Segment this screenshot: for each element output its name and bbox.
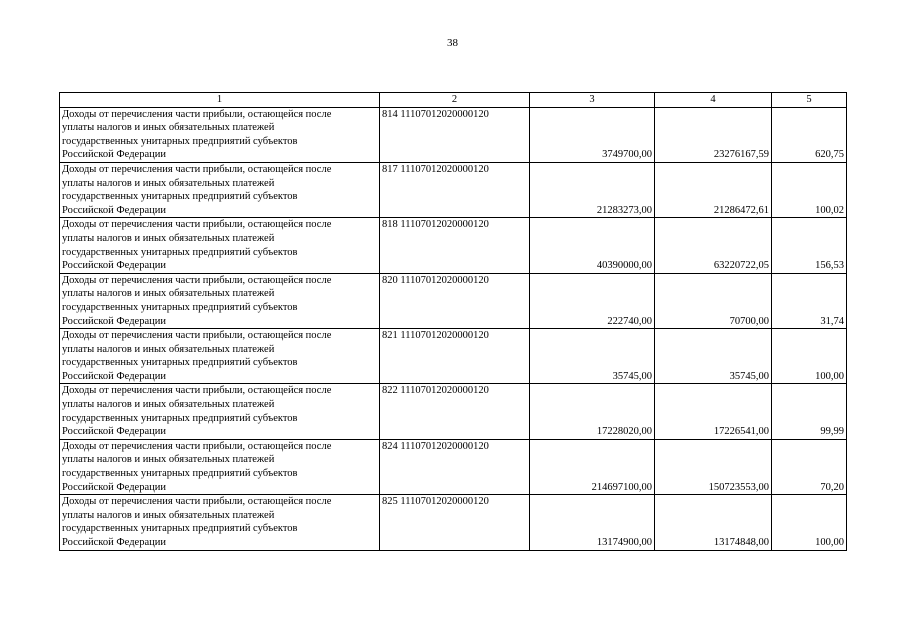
row-name-cell	[60, 218, 380, 273]
row-value-col5: 100,02	[772, 162, 847, 217]
row-name-line: государственных унитарных предприятий субъектов	[62, 246, 298, 258]
row-value-col5: 99,99	[772, 384, 847, 439]
row-name-line: уплаты налогов и иных обязательных платежей	[62, 288, 275, 300]
row-value-col5: 31,74	[772, 273, 847, 328]
row-value-col4: 35745,00	[655, 329, 772, 384]
row-value-col3: 17228020,00	[530, 384, 655, 439]
row-value-col4: 63220722,05	[655, 218, 772, 273]
row-name-cell	[60, 439, 380, 494]
table-row	[60, 107, 847, 162]
row-code-cell: 822 11107012020000120	[380, 384, 530, 439]
column-header-5: 5	[772, 93, 847, 108]
row-code-cell: 820 11107012020000120	[380, 273, 530, 328]
row-name-cell	[60, 329, 380, 384]
table-row	[60, 273, 847, 328]
row-name-cell	[60, 162, 380, 217]
row-name-line: Российской Федерации	[62, 315, 166, 327]
row-name-line: Доходы от перечисления части прибыли, остающейся после	[62, 440, 332, 452]
column-header-2: 2	[380, 93, 530, 108]
row-name-line: Российской Федерации	[62, 426, 166, 438]
row-name-line: государственных унитарных предприятий субъектов	[62, 191, 298, 203]
column-header-1: 1	[60, 93, 380, 108]
row-name-line: государственных унитарных предприятий субъектов	[62, 301, 298, 313]
row-value-col3: 222740,00	[530, 273, 655, 328]
row-value-col3: 35745,00	[530, 329, 655, 384]
row-value-col4: 13174848,00	[655, 495, 772, 550]
row-name-cell	[60, 495, 380, 550]
row-name-line: уплаты налогов и иных обязательных платежей	[62, 122, 275, 134]
row-code-cell: 814 11107012020000120	[380, 107, 530, 162]
row-name-line: Доходы от перечисления части прибыли, остающейся после	[62, 496, 332, 508]
revenue-table	[59, 92, 847, 551]
row-name-line: Доходы от перечисления части прибыли, остающейся после	[62, 330, 332, 342]
column-header-4: 4	[655, 93, 772, 108]
table-row	[60, 162, 847, 217]
row-value-col5: 620,75	[772, 107, 847, 162]
row-name-cell	[60, 107, 380, 162]
table-row	[60, 384, 847, 439]
row-value-col3: 40390000,00	[530, 218, 655, 273]
row-name-line: уплаты налогов и иных обязательных платежей	[62, 343, 275, 355]
row-value-col4: 21286472,61	[655, 162, 772, 217]
row-name-line: Доходы от перечисления части прибыли, остающейся после	[62, 274, 332, 286]
table-row	[60, 329, 847, 384]
row-value-col4: 150723553,00	[655, 439, 772, 494]
row-value-col5: 100,00	[772, 329, 847, 384]
row-value-col5: 100,00	[772, 495, 847, 550]
row-name-line: Российской Федерации	[62, 537, 166, 548]
row-code-cell: 818 11107012020000120	[380, 218, 530, 273]
column-header-3: 3	[530, 93, 655, 108]
row-value-col5: 70,20	[772, 439, 847, 494]
row-name-line: уплаты налогов и иных обязательных платежей	[62, 454, 275, 466]
row-value-col4: 70700,00	[655, 273, 772, 328]
row-code-cell: 824 11107012020000120	[380, 439, 530, 494]
row-value-col3: 13174900,00	[530, 495, 655, 550]
row-name-line: Российской Федерации	[62, 260, 166, 272]
row-name-line: уплаты налогов и иных обязательных платежей	[62, 509, 275, 521]
row-name-line: Доходы от перечисления части прибыли, остающейся после	[62, 219, 332, 231]
row-name-line: уплаты налогов и иных обязательных платежей	[62, 232, 275, 244]
row-value-col3: 3749700,00	[530, 107, 655, 162]
table-row	[60, 218, 847, 273]
row-name-line: Доходы от перечисления части прибыли, остающейся после	[62, 163, 332, 175]
table-row	[60, 439, 847, 494]
row-name-line: Российской Федерации	[62, 204, 166, 216]
row-name-line: Доходы от перечисления части прибыли, остающейся после	[62, 385, 332, 397]
row-name-line: государственных унитарных предприятий субъектов	[62, 357, 298, 369]
row-value-col4: 17226541,00	[655, 384, 772, 439]
row-name-line: уплаты налогов и иных обязательных платежей	[62, 177, 275, 189]
row-code-cell: 825 11107012020000120	[380, 495, 530, 550]
row-name-line: Российской Федерации	[62, 370, 166, 382]
row-name-line: Российской Федерации	[62, 149, 166, 161]
row-value-col3: 214697100,00	[530, 439, 655, 494]
row-name-line: государственных унитарных предприятий субъектов	[62, 468, 298, 480]
row-name-line: государственных унитарных предприятий субъектов	[62, 412, 298, 424]
row-code-cell: 817 11107012020000120	[380, 162, 530, 217]
row-value-col4: 23276167,59	[655, 107, 772, 162]
row-name-cell	[60, 384, 380, 439]
row-name-line: Российской Федерации	[62, 481, 166, 493]
row-code-cell: 821 11107012020000120	[380, 329, 530, 384]
row-name-cell	[60, 273, 380, 328]
table-body	[60, 107, 847, 550]
row-name-line: уплаты налогов и иных обязательных платежей	[62, 399, 275, 411]
row-value-col5: 156,53	[772, 218, 847, 273]
row-name-line: государственных унитарных предприятий субъектов	[62, 523, 298, 535]
page-number: 38	[447, 37, 458, 49]
table-header-row	[60, 93, 847, 108]
row-name-line: Доходы от перечисления части прибыли, остающейся после	[62, 108, 332, 120]
table-row	[60, 495, 847, 550]
row-value-col3: 21283273,00	[530, 162, 655, 217]
row-name-line: государственных унитарных предприятий субъектов	[62, 135, 298, 147]
